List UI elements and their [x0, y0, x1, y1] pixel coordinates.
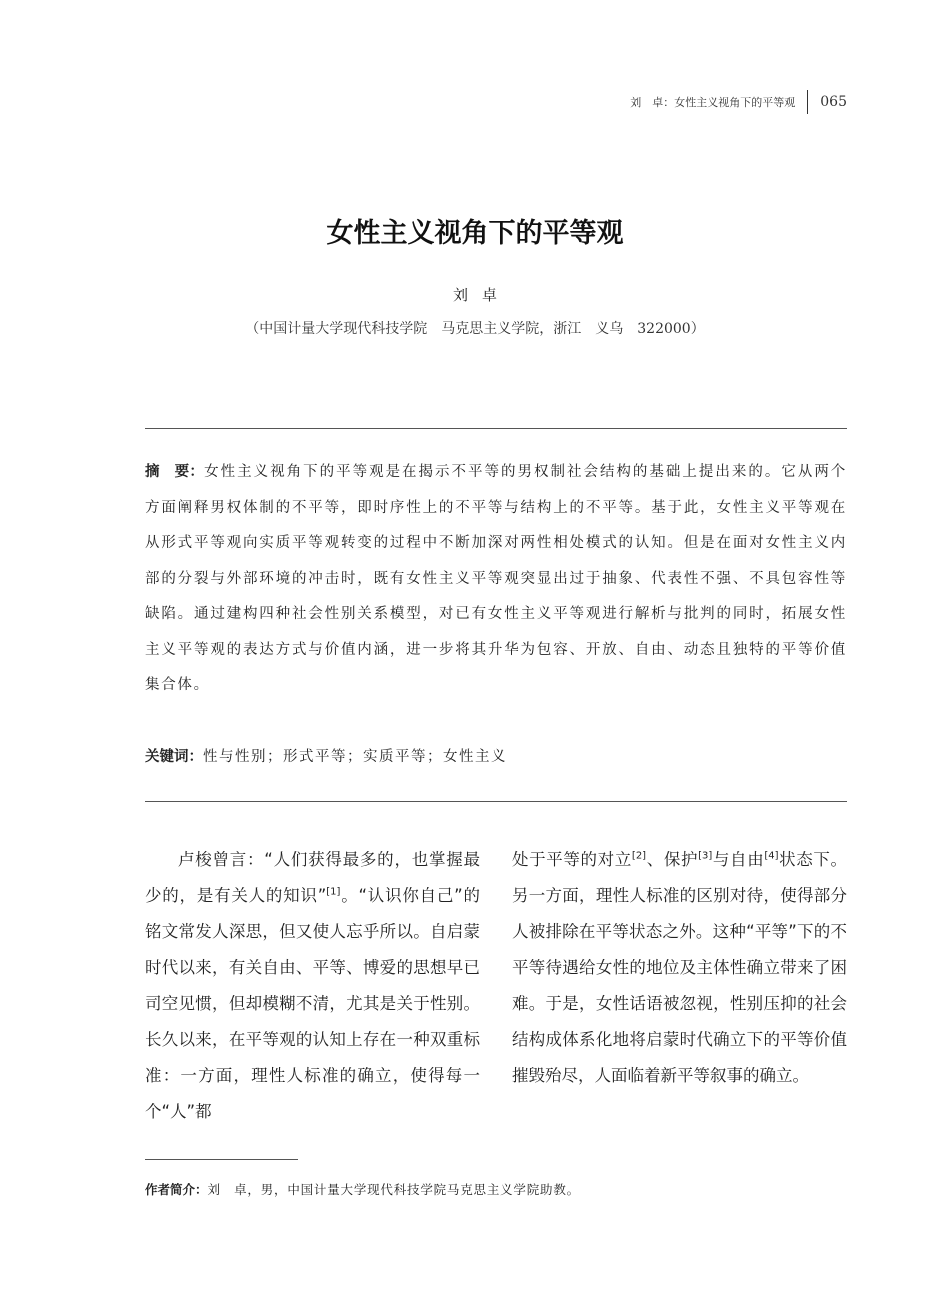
author-footnote	[145, 1180, 847, 1200]
author-name: 刘卓	[452, 286, 511, 304]
abstract-text: 女性主义视角下的平等观是在揭示不平等的男权制社会结构的基础上提出来的。它从两个方面阐释男权体制的不平等，即时序性上的不平等与结构上的不平等。基于此，女性主义平等观在从形式平等观向实质平等观转变的过程中不断加深对两性相处模式的认知。但是在面对女性主义内部的分裂与外部环境的冲击时，既有女性主义平等观突显出过于抽象、代表性不强、不具包容性等缺陷。通过建构四种社会性别关系模型，对已有女性主义平等观进行解析与批判的同时，拓展女性主义平等观的表达方式与价值内涵，进一步将其升华为包容、开放、自由、动态且独特的平等价值集合体。	[145, 464, 848, 693]
body-text: 。“认识你自己”的铭文常发人深思，但又使人忘乎所以。自启蒙时代以来，有关自由、平等、博爱的思想早已司空见惯，但却模糊不清，尤其是关于性别。长久以来，在平等观的认知上存在一种双重标准：一方面，理性人标准的确立，使得每一个“人”都	[145, 886, 480, 1121]
citation-ref: [2]	[631, 850, 647, 862]
footnote-text: 刘 卓，男，中国计量大学现代科技学院马克思主义学院助教。	[207, 1182, 580, 1197]
abstract-top-rule	[145, 428, 847, 429]
citation-ref: [1]	[326, 886, 341, 898]
citation-ref: [3]	[698, 850, 713, 862]
article-title: 女性主义视角下的平等观	[326, 218, 624, 249]
abstract-label: 摘 要：	[145, 464, 205, 480]
running-title: 刘 卓：女性主义视角下的平等观	[630, 96, 796, 109]
body-text: 与自由	[712, 850, 765, 869]
keywords-text: 性与性别；形式平等；实质平等；女性主义	[203, 749, 507, 765]
header-divider	[807, 90, 808, 114]
footnote-rule	[145, 1159, 298, 1160]
abstract	[145, 455, 847, 704]
body-column-right	[512, 842, 847, 1094]
body-text: 处于平等的对立	[512, 850, 632, 869]
body-text: 、保护	[646, 850, 699, 869]
body-text: 卢梭曾言：“人们获得最多的，也掌握最少的，是有关人的知识”	[145, 850, 480, 905]
body-column-left	[145, 842, 480, 1130]
running-header	[630, 90, 847, 114]
footnote-label: 作者简介：	[145, 1182, 208, 1197]
page-number: 065	[820, 94, 847, 110]
citation-ref: [4]	[764, 850, 779, 862]
keywords-label: 关键词：	[145, 749, 203, 765]
body-text: 状态下。另一方面，理性人标准的区别对待，使得部分人被排除在平等状态之外。这种“平等”下的不平等待遇给女性的地位及主体性确立带来了困难。于是，女性话语被忽视，性别压抑的社会结构成体系化地将启蒙时代确立下的平等价值摧毁殆尽，人面临着新平等叙事的确立。	[512, 850, 848, 1085]
abstract-bottom-rule	[145, 801, 847, 802]
author-affiliation: （中国计量大学现代科技学院 马克思主义学院，浙江 义乌 322000）	[245, 321, 705, 337]
keywords	[145, 740, 847, 775]
